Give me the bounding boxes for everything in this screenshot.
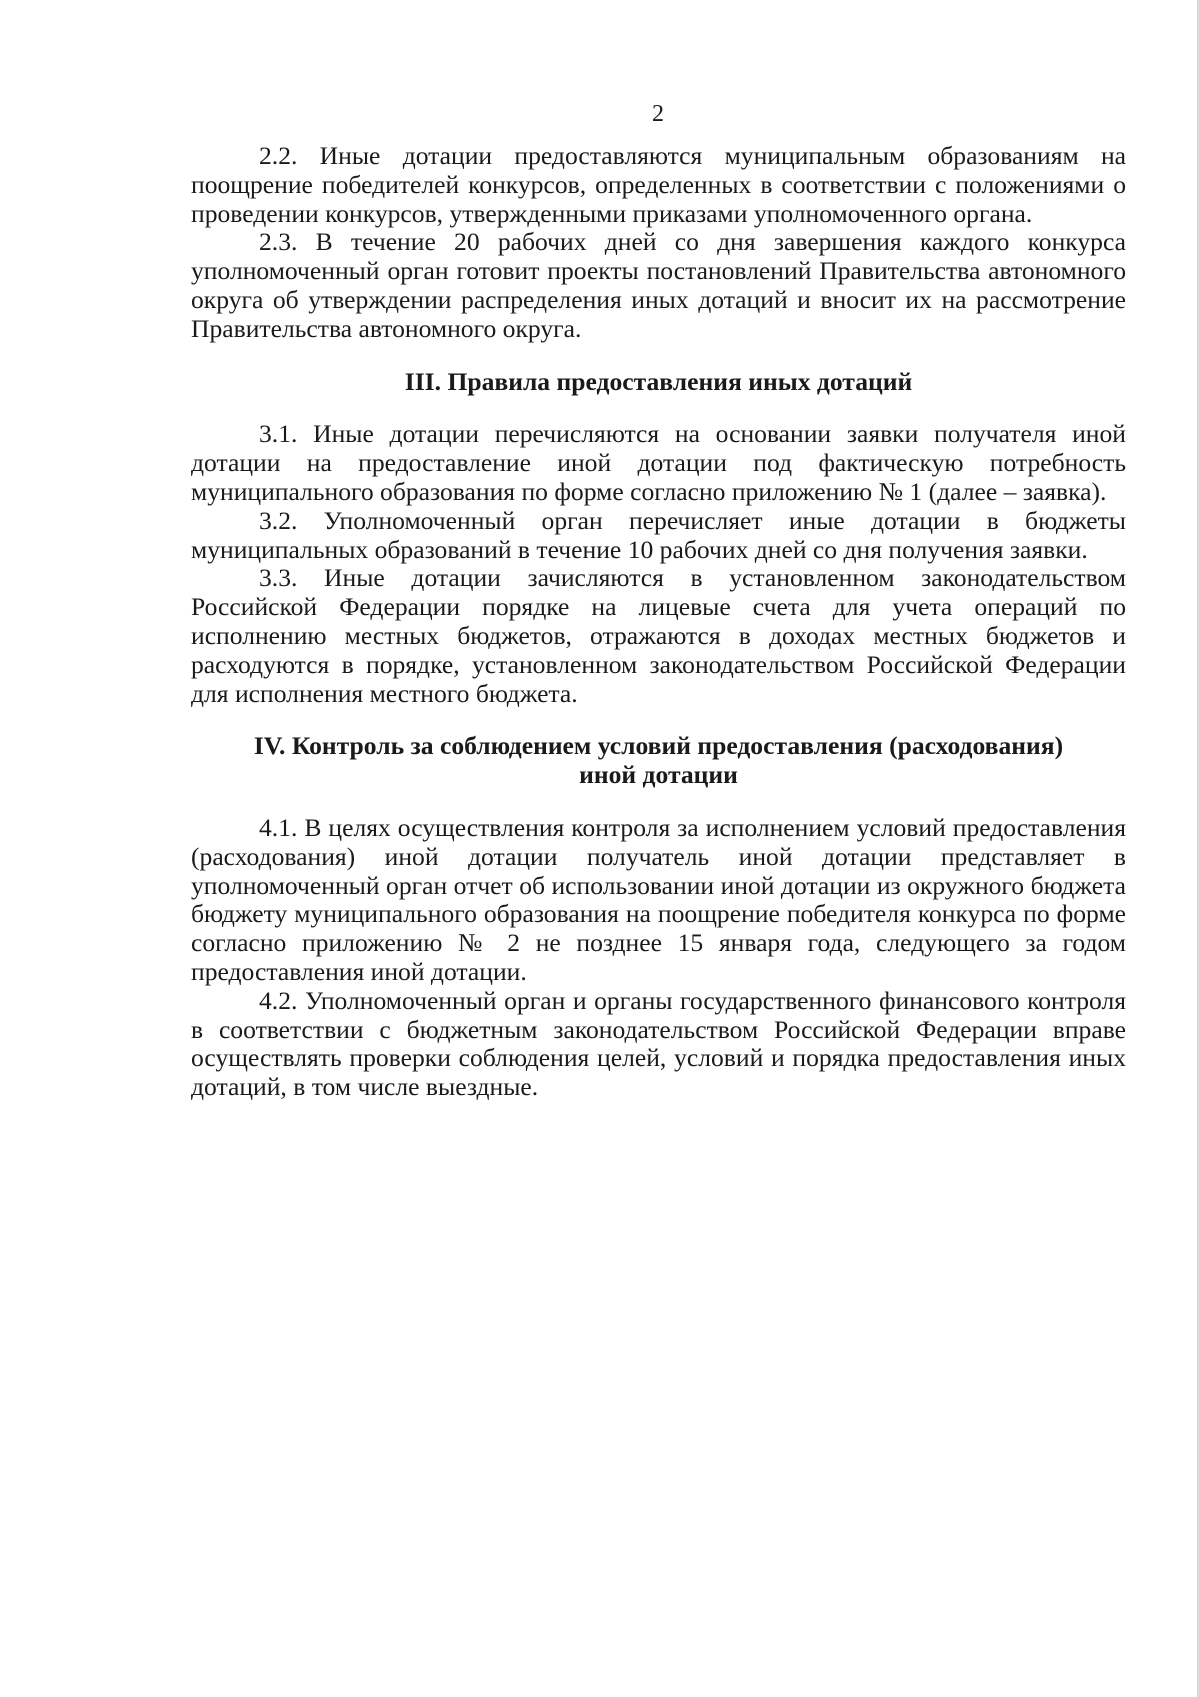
- section-4-heading-line2: иной дотации: [579, 760, 738, 790]
- paragraph-3-2: 3.2. Уполномоченный орган перечисляет иные дотации в бюджеты муниципальных образований в течение 10 рабочих дней со дня получения заявки.: [191, 505, 1126, 564]
- paragraph-4-1: 4.1. В целях осуществления контроля за исполнением условий предоставления (расходования) иной дотации получатель иной дотации представляет в уполномоченный орган отчет об использовании иной дотации из окружного бюджета бюджету муниципального образования на поощрение победителя конкурса по форме согласно приложению № 2 не позднее 15 января года, следующего за годом предоставления иной дотации.: [191, 812, 1126, 986]
- section-4-heading: [191, 732, 1126, 790]
- section-3-heading: III. Правила предоставления иных дотаций: [404, 366, 913, 396]
- paragraph-4-2: 4.2. Уполномоченный орган и органы государственного финансового контроля в соответствии с бюджетным законодательством Российской Федерации вправе осуществлять проверки соблюдения целей, условий и порядка предоставления иных дотаций, в том числе выездные.: [191, 985, 1126, 1102]
- section-4-heading-line1: IV. Контроль за соблюдением условий предоставления (расходования): [253, 731, 1064, 761]
- paragraph-3-1: 3.1. Иные дотации перечисляются на основании заявки получателя иной дотации на предоставление иной дотации под фактическую потребность муниципального образования по форме согласно приложению № 1 (далее – заявка).: [191, 419, 1126, 506]
- paragraph-2-2: 2.2. Иные дотации предоставляются муниципальным образованиям на поощрение победителей конкурсов, определенных в соответствии с положениями о проведении конкурсов, утвержденными приказами уполномоченного органа.: [191, 141, 1126, 228]
- document-body: [191, 142, 1126, 1102]
- paragraph-2-3: 2.3. В течение 20 рабочих дней со дня завершения каждого конкурса уполномоченный орган готовит проекты постановлений Правительства автономного округа об утверждении распределения иных дотаций и вносит их на рассмотрение Правительства автономного округа.: [191, 227, 1126, 343]
- page-number: 2: [652, 101, 664, 127]
- paragraph-3-3: 3.3. Иные дотации зачисляются в установленном законодательством Российской Федерации порядке на лицевые счета для учета операций по исполнению местных бюджетов, отражаются в доходах местных бюджетов и расходуются в порядке, установленном законодательством Российской Федерации для исполнения местного бюджета.: [191, 563, 1126, 708]
